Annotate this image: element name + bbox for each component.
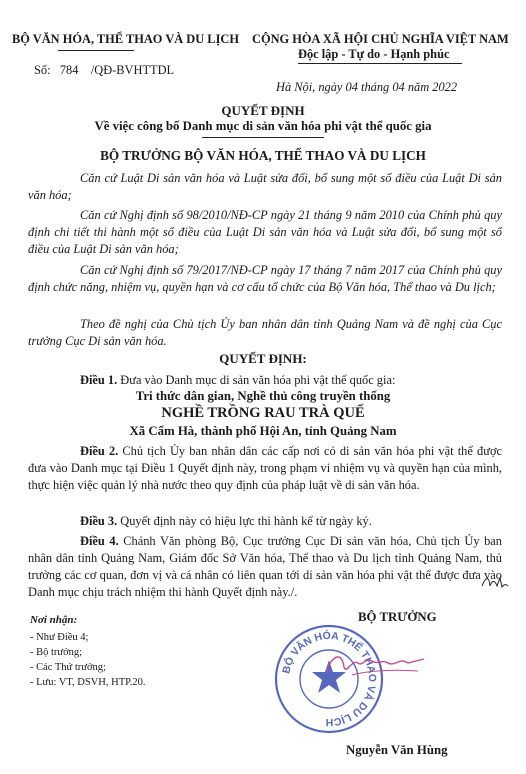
preamble-decree-98: Căn cứ Nghị định số 98/2010/NĐ-CP ngày 21 tháng 9 năm 2010 của Chính phủ quy định chi tiết thi hành một số điều của Luật Di sản văn hóa và Luật sửa đổi, bổ sung một số điều của Luật Di sản văn hóa; <box>28 208 502 256</box>
republic-name: CỘNG HÒA XÃ HỘI CHỦ NGHĨA VIỆT NAM <box>252 32 509 46</box>
ministry-name: BỘ VĂN HÓA, THỂ THAO VÀ DU LỊCH <box>12 32 239 46</box>
document-subject: Về việc công bố Danh mục di sản văn hóa phi vật thể quốc gia <box>94 119 432 133</box>
document-title: QUYẾT ĐỊNH <box>221 103 305 118</box>
motto-underline <box>298 63 462 64</box>
heritage-type: Tri thức dân gian, Nghề thủ công truyền thống <box>135 389 391 403</box>
recipients-list <box>30 630 146 690</box>
recipient-item: - Như Điều 4; <box>30 632 89 643</box>
preamble-law: Căn cứ Luật Di sản văn hóa và Luật sửa đổi, bổ sung một số điều của Luật Di sản văn hóa; <box>28 171 502 202</box>
place-date: Hà Nội, ngày 04 tháng 04 năm 2022 <box>276 80 458 94</box>
recipients-title: Nơi nhận: <box>30 614 78 626</box>
recipient-item: - Lưu: VT, DSVH, HTP.20. <box>30 677 146 688</box>
article-4 <box>28 533 502 601</box>
document-number <box>34 63 174 78</box>
handwritten-signature-icon <box>322 645 432 681</box>
subject-underline <box>202 137 324 138</box>
heritage-location: Xã Cẩm Hà, thành phố Hội An, tỉnh Quảng Nam <box>129 424 397 438</box>
number-label: Số: <box>34 63 51 77</box>
seal-text: BỘ VĂN HÓA THỂ THAO VÀ DU LỊCH <box>280 629 379 729</box>
article-2 <box>28 443 502 494</box>
article-4-text: Chánh Văn phòng Bộ, Cục trưởng Cục Di sản văn hóa, Chủ tịch Ủy ban nhân dân tỉnh Quảng Nam, Giám đốc Sở Văn hóa, Thể thao và Du lịch tỉnh Quảng Nam, thủ trưởng các cơ quan, đơn vị và cá nhân có liên quan tới di sản văn hóa phi vật thể được đưa vào Danh mục chịu trách nhiệm thi hành Quyết định này./. <box>28 534 502 599</box>
decision-heading: QUYẾT ĐỊNH: <box>219 351 307 366</box>
article-3-text: Quyết định này có hiệu lực thi hành kể từ ngày ký. <box>117 514 372 528</box>
heritage-name: NGHỀ TRỒNG RAU TRÀ QUẾ <box>161 405 365 421</box>
article-4-label: Điều 4. <box>80 534 119 548</box>
margin-initial-icon <box>480 572 510 592</box>
article-1-text: Đưa vào Danh mục di sản văn hóa phi vật thể quốc gia: <box>117 373 396 387</box>
issuing-authority: BỘ TRƯỞNG BỘ VĂN HÓA, THỂ THAO VÀ DU LỊCH <box>100 148 426 163</box>
signer-position: BỘ TRƯỞNG <box>358 610 437 624</box>
signer-name: Nguyễn Văn Hùng <box>346 743 448 757</box>
article-1 <box>28 372 502 389</box>
preamble-decree-79: Căn cứ Nghị định số 79/2017/NĐ-CP ngày 17 tháng 7 năm 2017 của Chính phủ quy định chức năng, nhiệm vụ, quyền hạn và cơ cấu tổ chức của Bộ Văn hóa, Thể thao và Du lịch; <box>28 263 502 294</box>
article-2-label: Điều 2. <box>80 444 119 458</box>
recipient-item: - Các Thứ trưởng; <box>30 662 106 673</box>
article-3-label: Điều 3. <box>80 514 118 528</box>
national-motto: Độc lập - Tự do - Hạnh phúc <box>298 47 450 61</box>
article-1-label: Điều 1. <box>80 373 118 387</box>
ministry-underline <box>58 50 134 51</box>
number-code: /QĐ-BVHTTDL <box>90 63 175 77</box>
article-3 <box>28 513 502 530</box>
recipient-item: - Bộ trưởng; <box>30 647 83 658</box>
article-2-text: Chủ tịch Ủy ban nhân dân các cấp nơi có di sản văn hóa phi vật thể được đưa vào Danh mục tại Điều 1 Quyết định này, trong phạm vi nhiệm vụ và quyền hạn của mình, thực hiện việc quản lý nhà nước theo quy định của pháp luật về di sản văn hóa. <box>28 444 502 492</box>
preamble-proposal: Theo đề nghị của Chủ tịch Ủy ban nhân dân tỉnh Quảng Nam và đề nghị của Cục trưởng Cục Di sản văn hóa. <box>28 317 502 348</box>
number-value: 784 <box>59 63 79 77</box>
